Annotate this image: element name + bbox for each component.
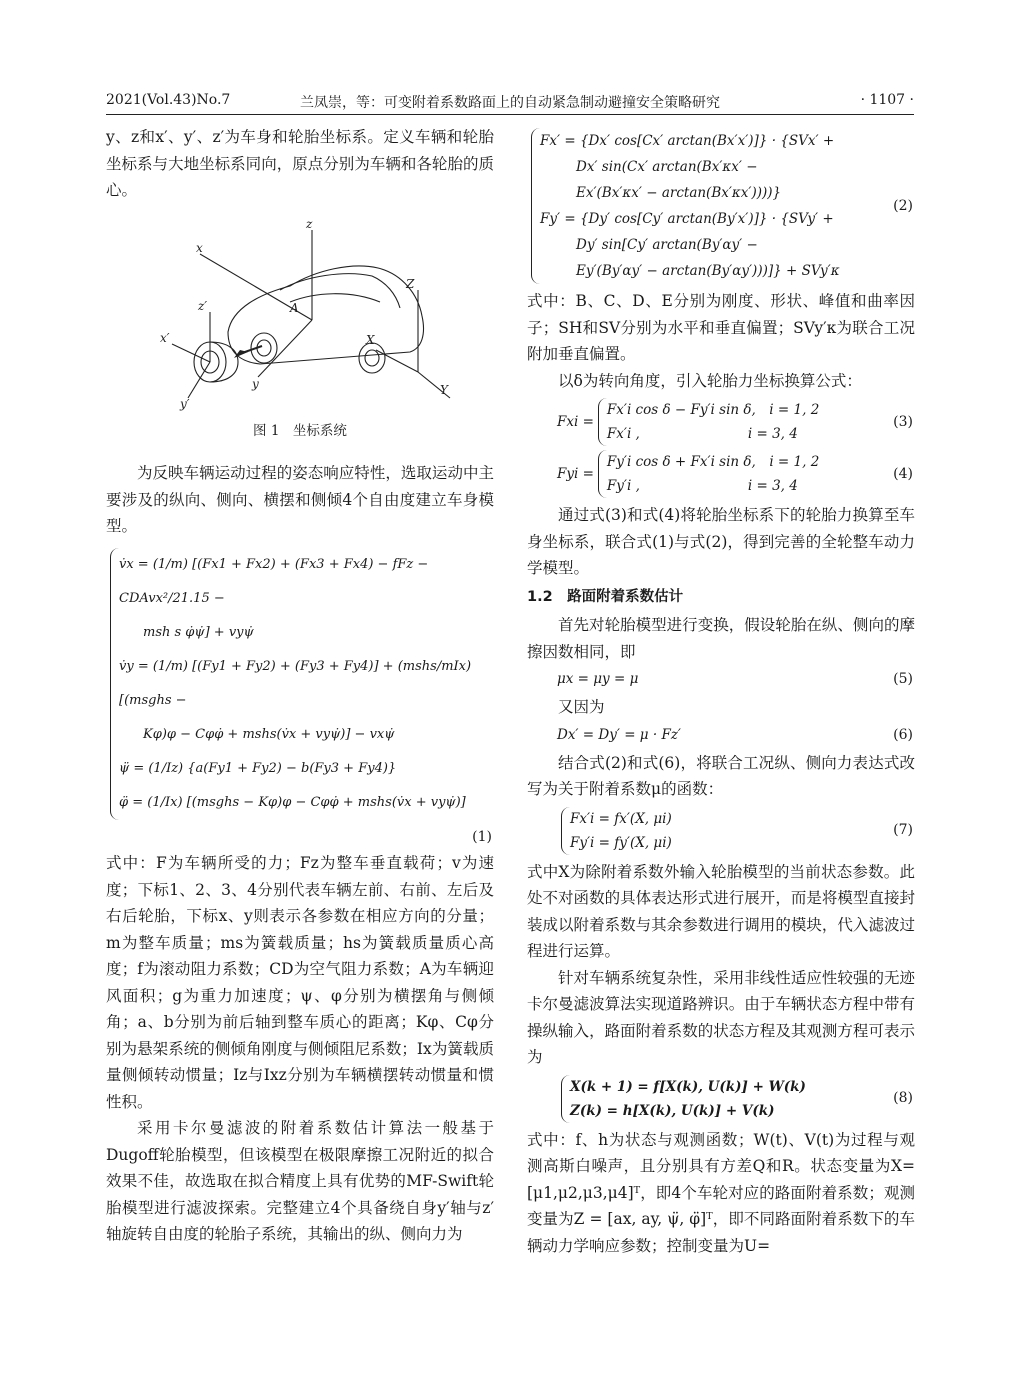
paragraph: 式中X为除附着系数外输入轮胎模型的当前状态参数。此处不对函数的具体表达形式进行展开，而是将模型直接封装成以附着系数与其余参数进行调用的模块，代入滤波过程进行运算。 <box>527 862 915 960</box>
equation-1 <box>106 548 494 820</box>
paragraph: 通过式(3)和式(4)将轮胎坐标系下的轮胎力换算至车身坐标系，联合式(1)与式(2)，得到完善的全轮整车动力学模型。 <box>527 506 915 577</box>
paragraph: 又因为 <box>558 698 605 716</box>
equation-number: (4) <box>893 465 913 482</box>
equation-line: v̇x = (1/m) [(Fx1 + Fx2) + (Fx3 + Fx4) − fFz − CDAvx²/21.15 − <box>119 556 429 606</box>
equation-lhs: Fyi = <box>557 465 594 482</box>
equation-line: Dy′ sin[Cy′ arctan(By′αy′ − <box>576 237 758 253</box>
equation-line: Z(k) = h[X(k), U(k)] + V(k) <box>570 1102 775 1119</box>
paragraph: 为反映车辆运动过程的姿态响应特性，选取运动中主要涉及的纵向、侧向、横摆和侧倾4个自由度建立车身模型。 <box>106 464 494 535</box>
equation-8 <box>557 1075 915 1123</box>
equation-line: msh s φ̇ψ̇] + vyψ̇ <box>143 624 254 640</box>
equation-line: Dx′ sin(Cx′ arctan(Bx′κx′ − <box>576 159 758 175</box>
paragraph: 式中：B、C、D、E分别为刚度、形状、峰值和曲率因子；SH和SV分别为水平和垂直偏置；SVy′κ为联合工况附加垂直偏置。 <box>527 292 915 363</box>
coordinate-system-figure <box>140 212 460 412</box>
equation-body: μx = μy = μ <box>557 671 639 687</box>
equation-number: (1) <box>472 828 492 845</box>
equation-line: Fy′i , i = 3, 4 <box>606 478 798 494</box>
point-label-A: A <box>290 300 299 315</box>
equation-line: v̇y = (1/m) [(Fy1 + Fy2) + (Fy3 + Fy4)] + (mshs/mIx) [(msghs − <box>119 658 472 708</box>
equation-line: φ̈ = (1/Ix) [(msghs − Kφ)φ − Cφφ̇ + mshs(v̇x + vyψ̇)] <box>119 794 466 810</box>
equation-2 <box>527 128 915 284</box>
equation-5 <box>557 669 915 690</box>
equation-body: Dx′ = Dy′ = μ · Fz′ <box>557 726 681 743</box>
equation-line: ψ̈ = (1/Iz) {a(Fy1 + Fy2) − b(Fy3 + Fy4)} <box>119 760 397 776</box>
equation-line: Fx′ = {Dx′ cos[Cx′ arctan(Bx′x′)]} · {SVx′ + <box>540 133 835 149</box>
section-heading: 1.2 路面附着系数估计 <box>527 588 684 605</box>
axis-label-Z: Z <box>406 276 415 291</box>
paragraph: 针对车辆系统复杂性，采用非线性适应性较强的无迹卡尔曼滤波算法实现道路辨识。由于车辆状态方程中带有操纵输入，路面附着系数的状态方程及其观测方程可表示为 <box>527 968 915 1066</box>
equation-number: (8) <box>893 1090 913 1106</box>
axis-label-y: y <box>252 376 259 391</box>
tire-axis-label-x: x′ <box>160 330 170 345</box>
page-number: · 1107 · <box>860 92 914 108</box>
paragraph: 式中：f、h为状态与观测函数；W(t)、V(t)为过程与观测高斯白噪声，且分别具有方差Q和R。状态变量为X=[μ1,μ2,μ3,μ4]ᵀ，即4个车轮对应的路面附着系数；观测变量为Z = [ax, ay, ψ̈, φ̈]ᵀ，即不同路面附着系数下的车辆动力学响应参数；控制变量为U= <box>527 1130 915 1255</box>
equation-4 <box>557 450 915 498</box>
equation-line: Ex′(Bx′κx′ − arctan(Bx′κx′))))} <box>576 185 782 201</box>
equation-line: Fy′i cos δ + Fx′i sin δ, i = 1, 2 <box>606 454 820 470</box>
equation-line: Kφ)φ − Cφφ̇ + mshs(v̇x + vyψ̇)] − vxψ̇ <box>143 726 395 742</box>
equation-number: (3) <box>893 413 913 430</box>
tire-axis-label-z: z′ <box>198 298 208 313</box>
paragraph: 采用卡尔曼滤波的附着系数估计算法一般基于Dugoff轮胎模型，但该模型在极限摩擦工况附近的拟合效果不佳，故选取在拟合精度上具有优势的MF-Swift轮胎模型进行滤波探索。完整建立4个具备绕自身y′轴与z′轴旋转自由度的轮胎子系统，其输出的纵、侧向力为 <box>106 1119 494 1243</box>
equation-line: Fx′i cos δ − Fy′i sin δ, i = 1, 2 <box>606 402 820 418</box>
equation-line: Fy′i = fy′(X, μi) <box>570 834 672 851</box>
equation-number: (2) <box>893 197 913 214</box>
equation-number: (7) <box>893 822 913 838</box>
paragraph: 首先对轮胎模型进行变换，假设轮胎在纵、侧向的摩擦因数相同，即 <box>527 616 915 661</box>
axis-label-z: z <box>306 216 313 231</box>
axis-label-X: X <box>366 332 375 347</box>
equation-6 <box>557 725 915 746</box>
equation-line: Ey′(By′αy′ − arctan(By′αy′)))]} + SVy′κ <box>576 263 840 279</box>
axis-label-Y: Y <box>440 382 448 397</box>
equation-3 <box>557 398 915 446</box>
equation-line: Fx′i = fx′(X, μi) <box>570 810 672 827</box>
equation-line: Fx′i , i = 3, 4 <box>606 426 798 442</box>
equation-number: (5) <box>893 671 913 687</box>
paragraph: 以δ为转向角度，引入轮胎力坐标换算公式： <box>558 371 862 390</box>
article-title-header: 兰凤崇，等：可变附着系数路面上的自动紧急制动避撞安全策略研究 <box>300 95 720 111</box>
axis-label-x: x <box>196 240 203 255</box>
equation-number: (6) <box>893 726 913 743</box>
equation-7 <box>557 807 915 855</box>
running-header <box>106 86 914 115</box>
figure-caption: 图 1 坐标系统 <box>253 422 347 439</box>
journal-issue: 2021(Vol.43)No.7 <box>106 92 231 108</box>
left-column <box>106 124 494 1248</box>
equation-line: Fy′ = {Dy′ cos[Cy′ arctan(By′x′)]} · {SVy′ + <box>540 211 834 227</box>
right-column <box>527 124 915 1259</box>
equation-line: X(k + 1) = f[X(k), U(k)] + W(k) <box>570 1078 806 1095</box>
paragraph: y、z和x′、y′、z′为车身和轮胎坐标系。定义车辆和轮胎坐标系与大地坐标系同向，原点分别为车辆和各轮胎的质心。 <box>106 128 494 199</box>
paragraph: 结合式(2)和式(6)，将联合工况纵、侧向力表达式改写为关于附着系数μ的函数： <box>527 753 915 798</box>
tire-axis-label-y: y′ <box>180 396 190 411</box>
equation-lhs: Fxi = <box>557 413 594 430</box>
paragraph: 式中：F为车辆所受的力；Fz为整车垂直载荷；v为速度；下标1、2、3、4分别代表车辆左前、右前、左后及右后轮胎，下标x、y则表示各参数在相应方向的分量；m为整车质量；ms为簧载质量；hs为簧载质量质心高度；f为滚动阻力系数；CD为空气阻力系数；A为车辆迎风面积；g为重力加速度；ψ、φ分别为横摆角与侧倾角；a、b分别为前后轴到整车质心的距离；Kφ、Cφ分别为悬架系统的侧倾角刚度与侧倾阻尼系数；Ix为簧载质量侧倾转动惯量；Iz与Ixz分别为车辆横摆转动惯量和惯性积。 <box>106 854 494 1111</box>
